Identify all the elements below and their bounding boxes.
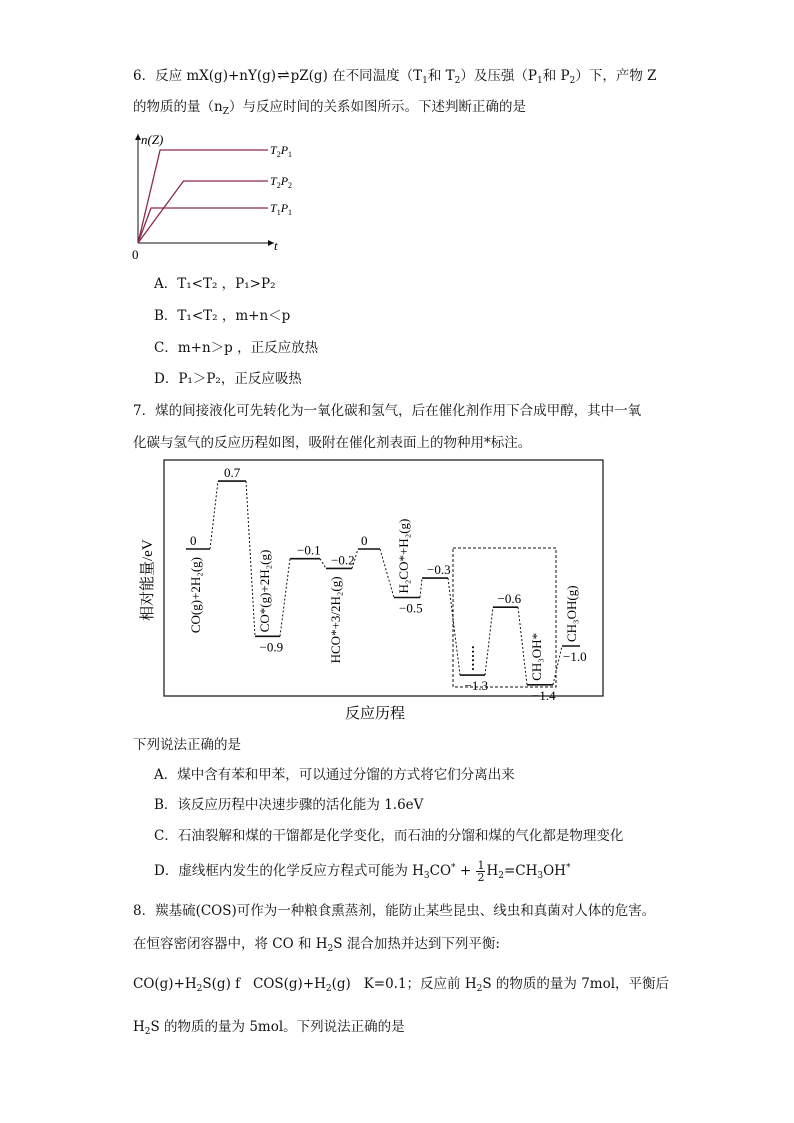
q8-stem-line1: 8．羰基硫(COS)可作为一种粮食熏蒸剂，能防止某些昆虫、线虫和真菌对人体的危害。 — [133, 903, 656, 919]
q8-stem-line2: 在恒容密闭容器中，将 CO 和 $H_2S$ 混合加热并达到下列平衡: — [133, 936, 500, 954]
q7-species-label-3: CO*(g)+2H₂(g) — [257, 549, 272, 633]
q8-equation-line: $CO(g)+H_2S(g)$ f $COS(g)+H_2(g)$ K=0.1；反应前 $H_2S$ 的物质的量为 7mol，平衡后 — [133, 976, 670, 994]
q7-value-label-3: −0.9 — [259, 639, 284, 655]
q6-option-c[interactable]: C．m+n＞p ，正反应放热 — [154, 340, 319, 356]
q7-value-label-5: −0.2 — [331, 552, 355, 568]
q7-connector-8 — [448, 578, 460, 675]
q6-curve-label-3: $T_1P_1$ — [270, 201, 293, 217]
q7-value-label-6: 0 — [361, 533, 368, 548]
q7-connector-3 — [280, 559, 290, 637]
q7-connector-10 — [518, 607, 527, 685]
q6-y-label: n(Z) — [141, 132, 164, 147]
q7-connector-4 — [320, 559, 326, 569]
q7-species-label-9: …… — [462, 645, 477, 672]
q7-y-label: 相对能量/eV — [140, 539, 156, 621]
q6-curve-1 — [138, 150, 268, 243]
q7-value-label-10: −0.6 — [497, 591, 522, 607]
q7-value-label-4: −0.1 — [297, 542, 321, 558]
q7-value-label-12: −1.0 — [563, 649, 587, 664]
q7-species-label-11: CH₃OH* — [529, 632, 544, 681]
q6-option-d[interactable]: D．P₁＞P₂，正反应吸热 — [154, 371, 302, 387]
q7-energy-diagram — [130, 456, 620, 726]
q7-value-label-11: −1.4 — [532, 687, 556, 703]
q7-connector-2 — [246, 481, 255, 636]
q7-ask: 下列说法正确的是 — [133, 737, 241, 753]
q6-option-a[interactable]: A．T₁<T₂ ，P₁>P₂ — [154, 276, 276, 292]
q6-option-b[interactable]: B．T₁<T₂ ，m+n＜p — [154, 308, 291, 324]
q6-curve-3 — [138, 208, 268, 243]
q7-value-label-9: −1.3 — [464, 678, 489, 694]
q7-value-label-2: 0.7 — [224, 465, 241, 481]
q6-curve-label-2: $T_2P_2$ — [270, 174, 293, 190]
q7-connector-1 — [210, 481, 218, 549]
q6-curve-2 — [138, 181, 268, 243]
q7-stem-line1: 7．煤的间接液化可先转化为一氧化碳和氢气，后在催化剂作用下合成甲醇，其中一氧 — [133, 403, 642, 419]
q7-species-label-5: HCO*+3/2H₂(g) — [328, 576, 343, 664]
q7-species-label-1: CO(g)+2H₂(g) — [188, 557, 203, 634]
q7-connector-7 — [420, 578, 422, 597]
q6-stem-line2: 的物质的量$(n_Z)$与反应时间的关系如图所示。下述判断正确的是 — [133, 99, 526, 117]
q7-connector-9 — [485, 607, 493, 675]
q6-graph — [128, 126, 308, 266]
q7-stem-line2: 化碳与氢气的反应历程如图，吸附在催化剂表面上的物种用*标注。 — [133, 435, 532, 451]
q7-option-d-fraction: $\frac{1}{2}$ — [477, 859, 485, 884]
q6-x-label: t — [274, 238, 278, 253]
q6-origin: 0 — [132, 247, 139, 262]
q7-value-label-8: −0.3 — [427, 562, 451, 578]
q7-x-label: 反应历程 — [345, 706, 406, 722]
q7-species-label-7: H₂CO*+H₂(g) — [396, 518, 411, 594]
q7-value-label-1: 0 — [190, 533, 197, 548]
q7-species-label-12: CH₃OH(g) — [564, 585, 579, 642]
q7-value-label-7: −0.5 — [399, 600, 423, 616]
q6-stem-line1: 6．反应 mX(g)+nY(g)⇌pZ(g) 在不同温度（$T_1$和 $T_2$）及压强（$P_1$和 $P_2$）下，产物 Z — [133, 66, 657, 86]
q7-option-a[interactable]: A．煤中含有苯和甲苯，可以通过分馏的方式将它们分离出来 — [154, 767, 515, 783]
q7-option-b[interactable]: B．该反应历程中决速步骤的活化能为 1.6eV — [154, 797, 424, 813]
q7-connector-11 — [553, 646, 562, 685]
q8-line4: $H_2S$ 的物质的量为 5mol。下列说法正确的是 — [133, 1019, 405, 1037]
q7-option-d[interactable]: D．虚线框内发生的化学反应方程式可能为 $H_3CO^*$ + $\frac{1}{2}$ $H_2=CH_3OH^*$ — [154, 859, 571, 884]
q7-option-c[interactable]: C．石油裂解和煤的干馏都是化学变化，而石油的分馏和煤的气化都是物理变化 — [154, 828, 624, 844]
q6-curve-label-1: $T_2P_1$ — [270, 143, 293, 159]
q7-connector-6 — [380, 549, 394, 598]
